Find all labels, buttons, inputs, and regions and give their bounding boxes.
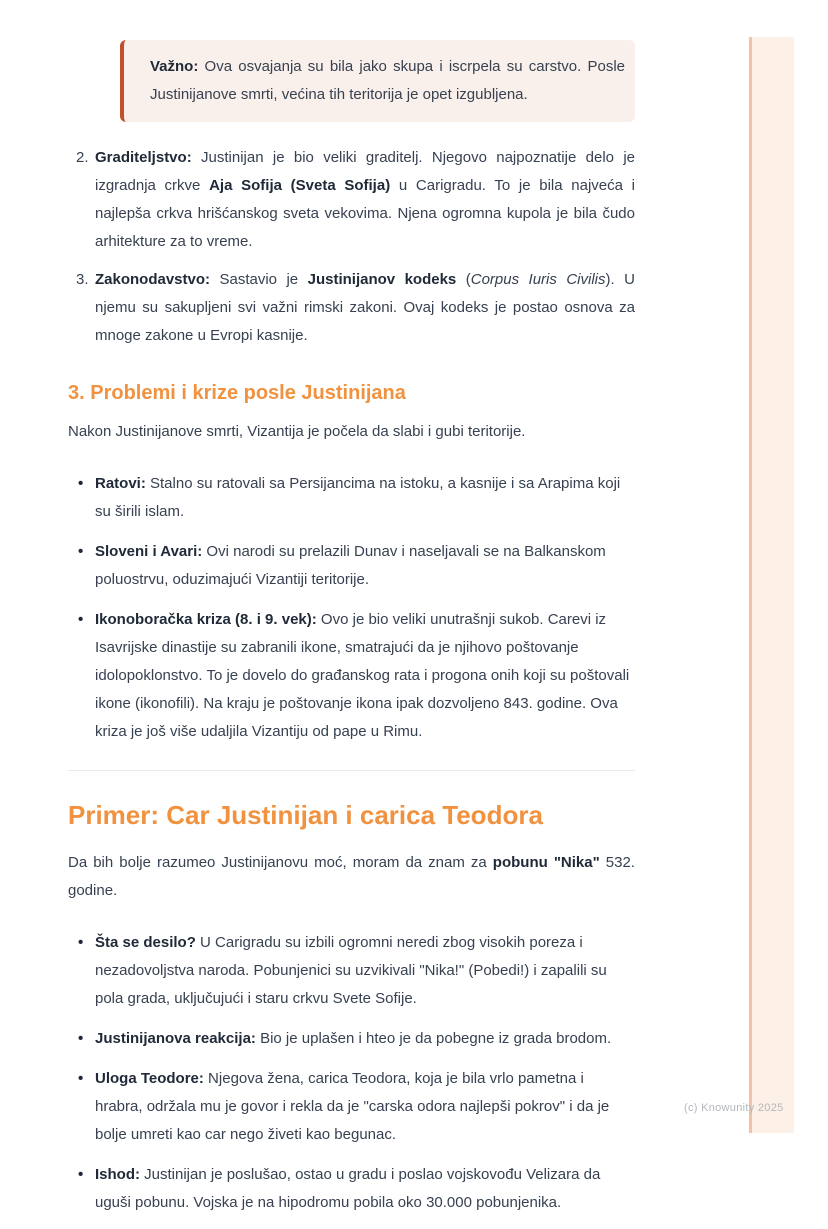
list-item-text: Ikonoboračka kriza (8. i 9. vek): Ovo je bio veliki unutrašnji sukob. Carevi iz Isavrijske dinastije su zabranili ikone, smatrajući da je njihovo poštovanje idolopoklonstvo. To je dovelo do građanskog rata i progona onih koji su poštovali ikone (ikonofili). Na kraju je poštovanje ikona ipak dozvoljeno 843. godine. Ova kriza je još više udaljila Vizantiju od pape u Rimu. <box>95 611 630 740</box>
list-item <box>68 538 635 594</box>
bullet-icon: • <box>78 1070 84 1087</box>
document-content <box>68 0 635 1229</box>
list-item <box>68 1161 635 1217</box>
list-item-text: Ratovi: Stalno su ratovali sa Persijancima na istoku, a kasnije i sa Arapima koji su širili islam. <box>95 475 621 520</box>
section-divider <box>68 770 635 771</box>
important-callout <box>120 40 635 122</box>
bullet-list-problems <box>68 470 635 746</box>
list-item-text: Šta se desilo? U Carigradu su izbili ogromni neredi zbog visokih poreza i nezadovoljstva naroda. Pobunjenici su uzvikivali "Nika!" (Pobedi!) i zapalili su pola grada, uključujući i staru crkvu Svete Sofije. <box>95 934 607 1007</box>
list-item-text: Zakonodavstvo: Sastavio je Justinijanov kodeks (Corpus Iuris Civilis). U njemu su sakupljeni svi važni rimski zakoni. Ovaj kodeks je postao osnova za mnoge zakone u Evropi kasnije. <box>95 271 635 344</box>
numbered-list <box>68 144 635 350</box>
list-number: 3. <box>76 271 89 288</box>
list-item-text: Uloga Teodore: Njegova žena, carica Teodora, koja je bila vrlo pametna i hrabra, održala mu je govor i rekla da je "carska odora najlepši pokrov" i da je bolje umreti kao car nego živeti kao begunac. <box>95 1070 610 1143</box>
section-heading-example: Primer: Car Justinijan i carica Teodora <box>68 800 543 830</box>
bullet-icon: • <box>78 1030 84 1047</box>
watermark: (c) Knowunity 2025 <box>684 1102 784 1114</box>
list-item <box>68 470 635 526</box>
list-item-text: Sloveni i Avari: Ovi narodi su prelazili Dunav i naseljavali se na Balkanskom poluostrvu, oduzimajući Vizantiji teritorije. <box>95 543 606 588</box>
section-intro: Da bih bolje razumeo Justinijanovu moć, moram da znam za pobunu "Nika" 532. godine. <box>68 854 635 899</box>
list-item <box>68 1065 635 1149</box>
list-number: 2. <box>76 149 89 166</box>
list-item-text: Justinijanova reakcija: Bio je uplašen i hteo je da pobegne iz grada brodom. <box>95 1030 612 1047</box>
bullet-icon: • <box>78 475 84 492</box>
list-item <box>68 929 635 1013</box>
bullet-icon: • <box>78 1166 84 1183</box>
list-item-text: Graditeljstvo: Justinijan je bio veliki graditelj. Njegovo najpoznatije delo je izgradnja crkve Aja Sofija (Sveta Sofija) u Carigradu. To je bila najveća i najlepša crkva hrišćanskog sveta vekovima. Njena ogromna kupola je bila čudo arhitekture za to vreme. <box>95 149 636 250</box>
page-edge-strip <box>749 37 794 1133</box>
bullet-list-example <box>68 929 635 1217</box>
list-item-text: Ishod: Justinijan je poslušao, ostao u gradu i poslao vojskovođu Velizara da uguši pobunu. Vojska je na hipodromu pobila oko 30.000 pobunjenika. <box>95 1166 601 1211</box>
callout-text: Važno: Ova osvajanja su bila jako skupa i iscrpela su carstvo. Posle Justinijanove smrti, većina tih teritorija je opet izgubljena. <box>150 58 625 103</box>
section-intro: Nakon Justinijanove smrti, Vizantija je počela da slabi i gubi teritorije. <box>68 423 526 440</box>
list-item <box>68 1025 635 1053</box>
list-item <box>68 606 635 746</box>
bullet-icon: • <box>78 543 84 560</box>
bullet-icon: • <box>78 934 84 951</box>
bullet-icon: • <box>78 611 84 628</box>
section-heading-problems: 3. Problemi i krize posle Justinijana <box>68 382 406 404</box>
list-item <box>68 144 635 256</box>
list-item <box>68 266 635 350</box>
